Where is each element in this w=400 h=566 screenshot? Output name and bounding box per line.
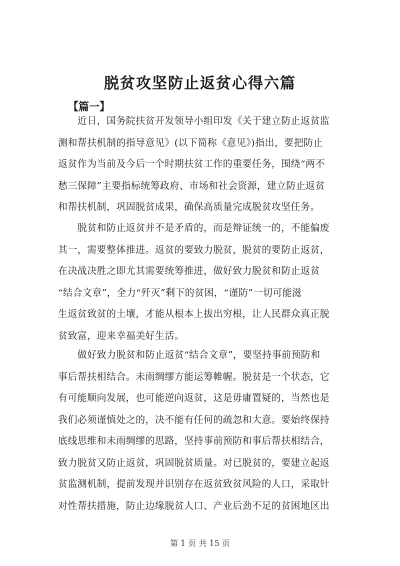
text-line: 贫致富，迎来幸福美好生活。 <box>58 330 185 342</box>
text-line: 在决战决胜之即尤其需要统筹推进，做好致力脱贫和防止返贫 <box>58 266 320 277</box>
paragraph-1 <box>58 111 358 219</box>
text-line: 和帮扶机制，巩固脱贫成果，确保高质量完成脱贫攻坚任务。 <box>58 202 320 213</box>
text-line: 其一，需要整体推进。返贫的要致力脱贫，脱贫的要防止返贫， <box>58 244 330 256</box>
text-line: 做好致力脱贫和防止返贫“结合文章”，要坚持事前预防和 <box>58 350 321 361</box>
section-label: 【篇一】 <box>68 101 110 113</box>
text-line: 测和帮扶机制的指导意见》(以下简称《意见》)指出，要把防止 <box>58 137 323 149</box>
text-line: “结合文章”，全力“歼灭”剩下的贫困，“谨防”一切可能滋 <box>58 287 302 299</box>
text-line: 返贫作为当前及今后一个时期扶贫工作的重要任务，围绕“两不 <box>58 159 325 170</box>
text-line: 近日，国务院扶贫开发领导小组印发《关于建立防止返贫监 <box>58 116 330 127</box>
text-line: 脱贫和防止返贫并不是矛盾的，而是辩证统一的，不能偏废 <box>58 223 330 234</box>
paragraph-3 <box>58 345 358 517</box>
document-title: 脱贫攻坚防止返贫心得六篇 <box>103 74 296 92</box>
text-line: 事后帮扶相结合。未雨绸缪方能运筹帷幄。脱贫是一个状态，它 <box>58 371 330 383</box>
text-line: 愁三保障”主要指标统筹政府、市场和社会资源，建立防止返贫 <box>58 180 325 192</box>
page-footer: 第 1 页 共 15 页 <box>170 539 230 548</box>
text-line: 底线思维和未雨绸缪的思路，坚持事前预防和事后帮扶相结合， <box>58 436 330 447</box>
text-line: 有可能顺向发展，也可能逆向返贫，这是毋庸置疑的，当然也是 <box>58 393 330 404</box>
text-line: 致力脱贫又防止返贫，巩固脱贫质量。对已脱贫的，要建立起返 <box>58 457 330 469</box>
paragraph-2 <box>58 218 358 347</box>
text-line: 贫监测机制，提前发现并识别存在返贫致贫风险的人口，采取针 <box>58 479 330 490</box>
text-line: 生返贫致贫的土壤，才能从根本上拔出穷根，让人民群众真正脱 <box>58 309 330 320</box>
text-line: 对性帮扶措施，防止边缘脱贫人口、产业后劲不足的贫困地区出 <box>58 500 330 512</box>
text-line: 我们必须谨慎处之的，决不能有任何的疏忽和大意。要始终保持 <box>58 414 330 426</box>
